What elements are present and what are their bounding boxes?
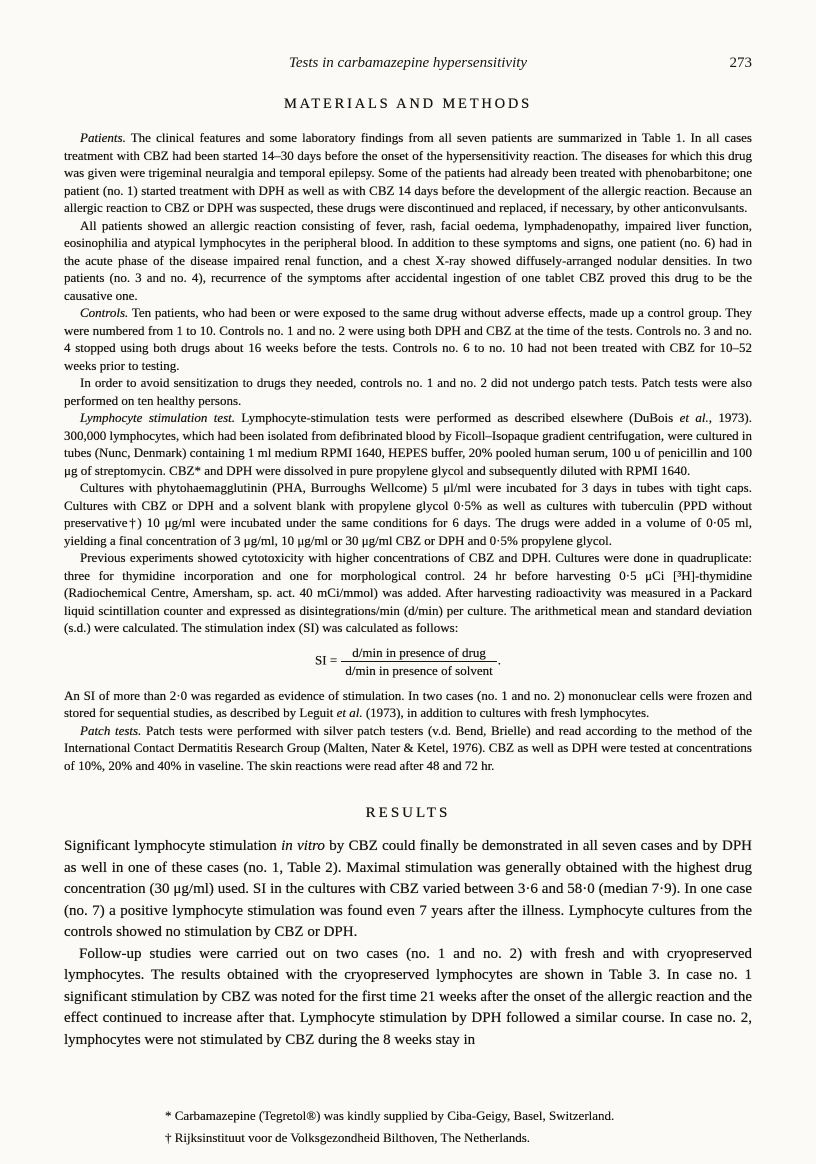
methods-paragraph-patch-tests: Patch tests. Patch tests were performed with silver patch testers (v.d. Bend, Brielle) and read according to the method of the International Contact Dermatitis Research Group (Malten, Nater & Ketel, 1976). CBZ as well as DPH were tested at concentrations of 10%, 20% and 40% in vaseline. The skin reactions were read after 48 and 72 hr. — [64, 722, 752, 773]
equation-numerator: d/min in presence of drug — [352, 644, 486, 660]
methods-paragraph-lymphocyte-stimulation-test: Lymphocyte stimulation test. Lymphocyte-stimulation tests were performed as described elsewhere (DuBois et al., 1973). 300,000 lymphocytes, which had been isolated from defibrinated blood by Ficoll–Isopaque gradient centrifugation, were cultured in tubes (Nunc, Denmark) containing 1 ml medium RPMI 1640, HEPES buffer, 20% pooled human serum, 100 u of penicillin and 100 μg of streptomycin. CBZ* and DPH were dissolved in pure propylene glycol and subsequently diluted with RPMI 1640. — [64, 410, 752, 478]
methods-paragraph-sensitization: In order to avoid sensitization to drugs they needed, controls no. 1 and no. 2 did not undergo patch tests. Patch tests were also performed on ten healthy persons. — [64, 375, 752, 408]
methods-paragraph-controls: Controls. Ten patients, who had been or were exposed to the same drug without adverse effects, made up a control group. They were numbered from 1 to 10. Controls no. 1 and no. 2 were using both DPH and CBZ at the time of the tests. Controls no. 3 and no. 4 stopped using both drugs about 16 weeks before the tests. Controls no. 6 to no. 10 had not been treated with CBZ for 10–52 weeks prior to testing. — [64, 305, 752, 373]
methods-body — [64, 129, 752, 774]
footnote-rijksinstituut: † Rijksinstituut voor de Volksgezondheid Bilthoven, The Netherlands. — [165, 1129, 531, 1145]
methods-paragraph-cultures: Cultures with phytohaemagglutinin (PHA, Burroughs Wellcome) 5 μl/ml were incubated for 3 days in tubes with tight caps. Cultures with CBZ or DPH and a solvent blank with propylene glycol 0·5% as well as cultures with tuberculin (PPD without preservative†) 10 μg/ml were incubated under the same conditions for 6 days. The drugs were added in a volume of 0·05 ml, yielding a final concentration of 3 μg/ml, 10 μg/ml or 30 μg/ml CBZ or DPH and 0·5% propylene glycol. — [64, 480, 752, 548]
methods-heading: MATERIALS AND METHODS — [283, 96, 533, 112]
results-body — [64, 836, 752, 1051]
methods-paragraph-si-threshold: An SI of more than 2·0 was regarded as evidence of stimulation. In two cases (no. 1 and no. 2) mononuclear cells were frozen and stored for sequential studies, as described by Leguit et al. (1973), in addition to cultures with fresh lymphocytes. — [64, 687, 752, 720]
equation-fraction — [341, 644, 496, 679]
page-number: 273 — [729, 55, 752, 71]
equation-denominator: d/min in presence of solvent — [341, 661, 496, 679]
results-paragraph-2: Follow-up studies were carried out on two cases (no. 1 and no. 2) with fresh and with cryopreserved lymphocytes. The results obtained with the cryopreserved lymphocytes are shown in Table 3. In case no. 1 significant stimulation by CBZ was noted for the first time 21 weeks after the onset of the allergic reaction and the effect continued to increase after that. Lymphocyte stimulation by DPH followed a similar course. In case no. 2, lymphocytes were not stimulated by CBZ during the 8 weeks stay in — [64, 945, 752, 1048]
stimulation-index-equation — [64, 644, 752, 679]
results-paragraph-1: Significant lymphocyte stimulation in vitro by CBZ could finally be demonstrated in all seven cases and by DPH as well in one of these cases (no. 1, Table 2). Maximal stimulation was generally obtained with the highest drug concentration (30 μg/ml) used. SI in the cultures with CBZ varied between 3·6 and 58·0 (median 7·9). In one case (no. 7) a positive lymphocyte stimulation was found even 7 years after the illness. Lymphocyte cultures from the controls showed no stimulation by CBZ or DPH. — [64, 838, 752, 940]
methods-paragraph-allergic-reaction: All patients showed an allergic reaction consisting of fever, rash, facial oedema, lymphadenopathy, impaired liver function, eosinophilia and atypical lymphocytes in the peripheral blood. In addition to these symptoms and signs, one patient (no. 6) had in the acute phase of the disease impaired renal function, and a chest X-ray showed diffusely-arranged nodular densities. In two patients (no. 3 and no. 4), recurrence of the symptoms after accidental ingestion of one tablet CBZ proved this drug to be the causative one. — [64, 217, 752, 303]
equation-lhs: SI = — [315, 651, 341, 667]
page-header — [64, 54, 752, 73]
methods-paragraph-previous-experiments: Previous experiments showed cytotoxicity with higher concentrations of CBZ and DPH. Cultures were done in quadruplicate: three for thymidine incorporation and one for morphological control. 24 hr before harvesting 0·5 μCi [³H]-thymidine (Radiochemical Centre, Amersham, sp. act. 40 mCi/mmol) was added. After harvesting radioactivity was measured in a Packard liquid scintillation counter and expressed as disintegrations/min (d/min) per culture. The arithmetical mean and standard deviation (s.d.) were calculated. The stimulation index (SI) was calculated as follows: — [64, 550, 752, 635]
running-head: Tests in carbamazepine hypersensitivity — [288, 55, 528, 71]
results-heading: RESULTS — [365, 805, 451, 821]
footnotes — [165, 1105, 614, 1148]
footnote-carbamazepine: * Carbamazepine (Tegretol®) was kindly supplied by Ciba-Geigy, Basel, Switzerland. — [165, 1108, 615, 1123]
equation-period: . — [497, 651, 501, 667]
methods-paragraph-patients: Patients. The clinical features and some laboratory findings from all seven patients are summarized in Table 1. In all cases treatment with CBZ had been started 14–30 days before the onset of the hypersensitivity reaction. The diseases for which this drug was given were trigeminal neuralgia and temporal epilepsy. Some of the patients had already been treated with phenobarbitone; one patient (no. 1) started treatment with DPH as well as with CBZ 14 days before the development of the allergic reaction. Because an allergic reaction to CBZ or DPH was suspected, these drugs were discontinued and replaced, if necessary, by other anticonvulsants. — [64, 130, 752, 215]
